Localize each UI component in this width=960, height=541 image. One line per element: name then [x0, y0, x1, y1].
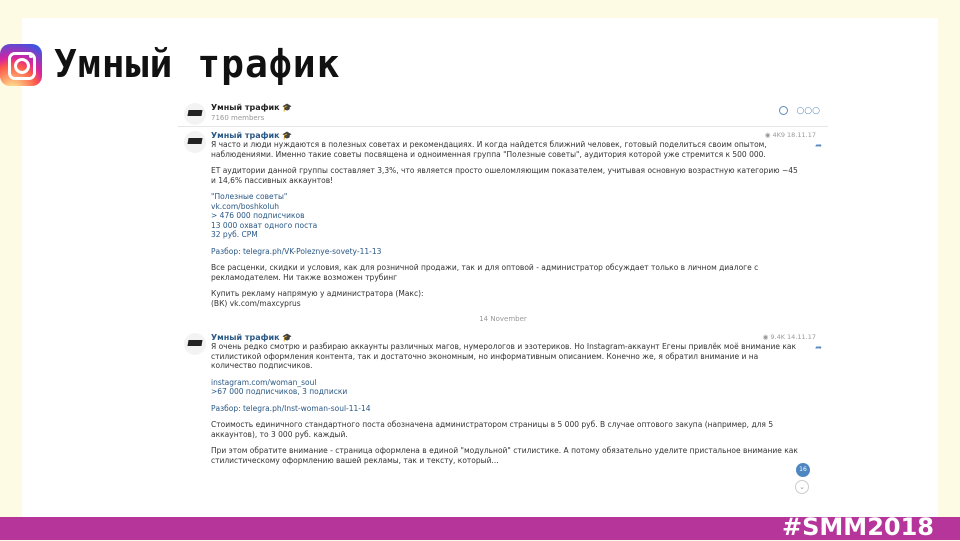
message-paragraph[interactable]: "Полезные советы" vk.com/boshkoluh > 476 000 подписчиков 13 000 охват одного поста 32 руб. CPM [211, 192, 318, 239]
more-icon[interactable]: ○○○ [796, 106, 820, 116]
message [178, 127, 828, 308]
unread-badge[interactable]: 16 [796, 463, 810, 477]
message-paragraph[interactable]: instagram.com/woman_soul >67 000 подписчиков, 3 подписки [211, 377, 348, 396]
message-paragraph: Я часто и люди нуждаются в полезных советах и рекомендациях. И когда найдется ближний человек, готовый поделиться своим опытом, наблюдениями. Именно такие советы посвящена и одноименная группа "Полезные советы", аудитория которой уже стремится к 500 000. [211, 140, 767, 159]
message-paragraph: При этом обратите внимание - страница оформлена в единой "модульной" стилистике. А потому обязательно уделите пристальное внимание как стилистическому оформлению вашей рекламы, так и тексту, который... [211, 446, 798, 465]
message-paragraph: Я очень редко смотрю и разбираю аккаунты различных магов, нумерологов и эзотериков. Но Instagram-аккаунт Егены привлёк моё внимание как стилистикой оформления контента, так и достаточно экономным, но информативным описанием. Конечно же, я обратил внимание и на количество подписчиков. [211, 342, 796, 370]
message-paragraph[interactable]: Купить рекламу напрямую у администратора (Макс): (ВК) vk.com/maxcyprus [211, 289, 424, 308]
share-icon[interactable]: ➦ [815, 343, 822, 352]
message-avatar [184, 131, 206, 153]
instagram-logo-icon [0, 44, 42, 86]
hashtag: #SMM2018 [782, 513, 934, 541]
channel-name: Умный трафик 🎓 [211, 103, 293, 112]
channel-avatar [184, 103, 206, 125]
message-paragraph: Стоимость единичного стандартного поста обозначена администратором страницы в 5 000 руб. В случае оптового закупа (например, для 5 аккаунтов), то 3 000 руб. каждый. [211, 420, 774, 439]
scroll-down-icon[interactable]: ⌄ [795, 480, 809, 494]
message-link[interactable]: Разбор: telegra.ph/VK-Poleznye-sovety-11-13 [211, 246, 382, 256]
message-paragraph: ЕТ аудитории данной группы составляет 3,3%, что является просто ошеломляющим показателем, учитывая основную возрастную категорию ~45 и 14,6% пассивных аккаунтов! [211, 166, 798, 185]
message-meta: ◉ 9.4K 14.11.17 [762, 333, 816, 341]
share-icon[interactable]: ➦ [815, 141, 822, 150]
date-separator: 14 November [479, 315, 527, 323]
message-author[interactable]: Умный трафик 🎓 [211, 333, 293, 342]
channel-members: 7160 members [211, 114, 265, 122]
message-meta: ◉ 4K9 18.11.17 [764, 131, 816, 139]
message-paragraph: Все расценки, скидки и условия, как для розничной продажи, так и для оптовой - администратор обсуждает только в личном диалоге с рекламодателем. Ни также возможен трубинг [211, 263, 759, 282]
message-link[interactable]: Разбор: telegra.ph/Inst-woman-soul-11-14 [211, 403, 371, 413]
message-author[interactable]: Умный трафик 🎓 [211, 131, 293, 140]
slide-title: Умный трафик [54, 42, 341, 86]
channel-header [178, 98, 828, 127]
search-icon[interactable] [779, 106, 788, 115]
telegram-screenshot [178, 98, 828, 508]
message [178, 329, 828, 465]
message-avatar [184, 333, 206, 355]
